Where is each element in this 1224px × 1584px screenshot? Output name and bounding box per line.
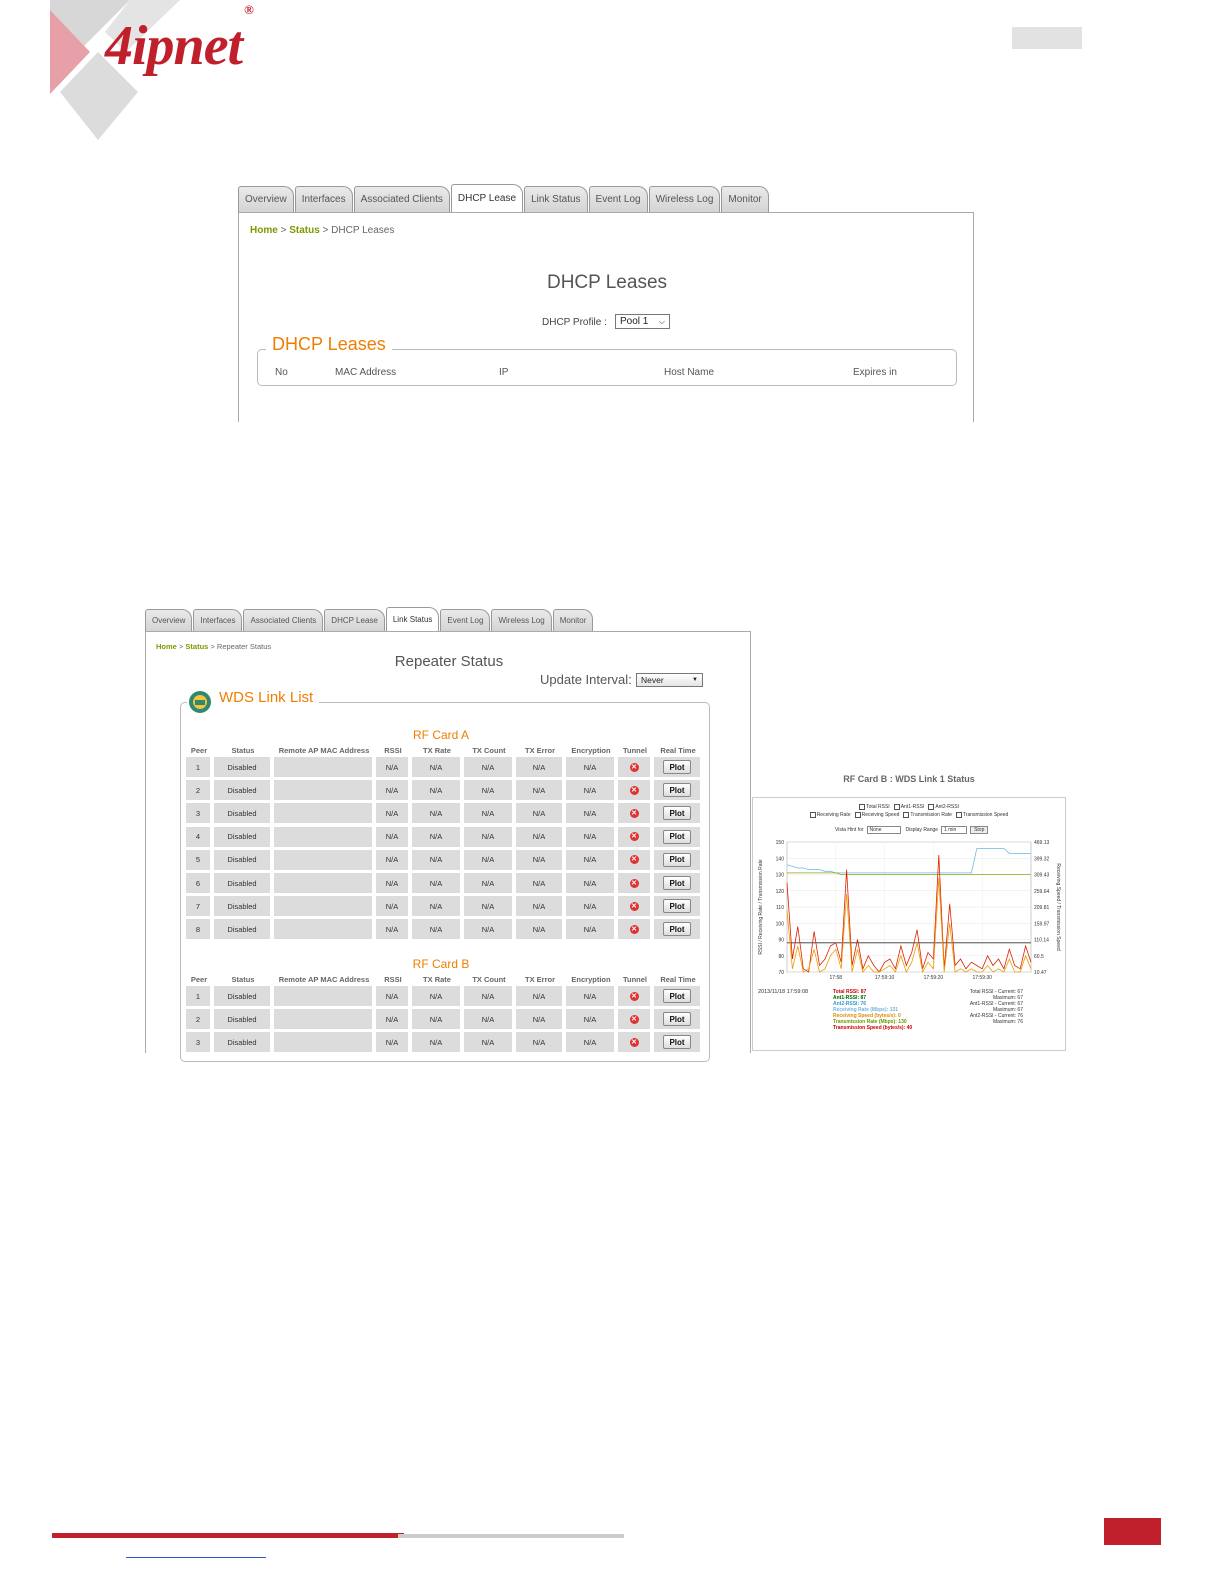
y2-tick-label: 159.97 bbox=[1034, 921, 1050, 928]
column-header-tx-rate: TX Rate bbox=[423, 746, 451, 755]
stat-summary-line: Maximum: 67 bbox=[992, 995, 1023, 1001]
table-cell-encryption: N/A bbox=[566, 827, 614, 847]
tab-link-status[interactable]: Link Status bbox=[386, 607, 440, 631]
table-cell-tx-error: N/A bbox=[516, 757, 562, 777]
series-toggle-row-1 bbox=[753, 804, 1065, 810]
y-tick-label: 80 bbox=[778, 953, 784, 960]
column-header-remote-ap-mac-address: Remote AP MAC Address bbox=[278, 975, 370, 984]
display-range-label: Display Range bbox=[905, 827, 939, 833]
table-cell-action bbox=[654, 780, 700, 800]
stat-value: 130 bbox=[898, 1019, 907, 1025]
y-tick-label: 110 bbox=[776, 905, 784, 911]
table-cell-rssi: N/A bbox=[376, 850, 408, 870]
y2-tick-label: 10.47 bbox=[1034, 970, 1047, 976]
table-cell-encryption: N/A bbox=[566, 780, 614, 800]
table-cell-peer: 1 bbox=[186, 986, 210, 1006]
table-cell-encryption: N/A bbox=[566, 986, 614, 1006]
rf-card-a-title: RF Card A bbox=[412, 728, 469, 742]
stat-value: 87 bbox=[860, 995, 867, 1001]
stat-value: 76 bbox=[860, 1001, 867, 1007]
footer-bar-grey bbox=[398, 1534, 624, 1538]
display-range-select[interactable]: 1 min bbox=[941, 826, 967, 834]
y2-tick-label: 110.14 bbox=[1034, 937, 1049, 944]
plot-button[interactable]: Plot bbox=[663, 783, 691, 797]
tunnel-disabled-icon: ✕ bbox=[631, 833, 637, 841]
column-header-remote-ap-mac-address: Remote AP MAC Address bbox=[278, 746, 370, 755]
stat-label: Receiving Rate (Mbps): bbox=[833, 1007, 889, 1013]
brand-logo: 4ipnet® bbox=[105, 2, 253, 77]
column-header-tunnel: Tunnel bbox=[622, 746, 648, 755]
breadcrumb-status-link[interactable]: Status bbox=[289, 225, 320, 236]
table-cell-tx-count: N/A bbox=[464, 803, 512, 823]
series-toggle-label: Ant2-RSSI bbox=[935, 804, 959, 811]
x-tick-label: 17:59:10 bbox=[874, 975, 895, 981]
table-cell-tunnel bbox=[618, 827, 650, 847]
series-toggle-receiving-speed[interactable] bbox=[855, 812, 900, 818]
table-cell-tunnel bbox=[618, 1032, 650, 1052]
table-cell-status: Disabled bbox=[214, 780, 270, 800]
table-cell-rssi: N/A bbox=[376, 1032, 408, 1052]
table-cell-status: Disabled bbox=[214, 986, 270, 1006]
checkbox-checked-icon[interactable] bbox=[855, 812, 861, 818]
stat-label: Transmission Rate (Mbps): bbox=[833, 1019, 897, 1025]
stats-right bbox=[953, 989, 1023, 1025]
series-toggle-transmission-rate[interactable] bbox=[903, 812, 952, 818]
link-status-chart-window bbox=[752, 797, 1066, 1051]
column-header-tx-count: TX Count bbox=[472, 975, 506, 984]
tab-link-status[interactable]: Link Status bbox=[524, 186, 587, 212]
tunnel-disabled-icon: ✕ bbox=[631, 879, 637, 887]
stat-value: 87 bbox=[860, 989, 867, 995]
table-cell-tx-rate: N/A bbox=[412, 850, 460, 870]
table-cell-tx-count: N/A bbox=[464, 827, 512, 847]
table-cell-tunnel bbox=[618, 757, 650, 777]
plot-button[interactable]: Plot bbox=[663, 922, 691, 936]
table-cell-status: Disabled bbox=[214, 850, 270, 870]
y2-tick-label: 399.32 bbox=[1034, 856, 1050, 863]
table-cell-status: Disabled bbox=[214, 803, 270, 823]
y2-tick-label: 469.13 bbox=[1034, 840, 1050, 846]
table-cell-rssi: N/A bbox=[376, 803, 408, 823]
y-tick-label: 120 bbox=[775, 888, 784, 895]
plot-button[interactable]: Plot bbox=[663, 989, 691, 1003]
stat-transmission-speed-bytes-s bbox=[833, 1025, 912, 1031]
breadcrumb: Home > Status > DHCP Leases bbox=[250, 225, 395, 236]
table-cell-peer: 3 bbox=[186, 803, 210, 823]
table-cell-tunnel bbox=[618, 919, 650, 939]
table-cell-action bbox=[654, 1009, 700, 1029]
table-cell-tunnel bbox=[618, 1009, 650, 1029]
table-cell-tunnel bbox=[618, 896, 650, 916]
repeater-panel bbox=[145, 631, 751, 1053]
tunnel-disabled-icon: ✕ bbox=[631, 902, 637, 910]
column-header-encryption: Encryption bbox=[571, 746, 611, 755]
table-cell-status: Disabled bbox=[214, 827, 270, 847]
stat-label: Receiving Speed (bytes/s): bbox=[833, 1013, 897, 1019]
update-interval-select[interactable]: Never ▼ bbox=[636, 673, 703, 687]
table-cell-tx-rate: N/A bbox=[412, 803, 460, 823]
column-header-hostname: Host Name bbox=[664, 367, 715, 378]
wds-link-icon bbox=[187, 689, 213, 715]
plot-button[interactable]: Plot bbox=[663, 899, 691, 913]
table-cell-tx-error: N/A bbox=[516, 873, 562, 893]
table-cell-tx-rate: N/A bbox=[412, 896, 460, 916]
table-cell-tx-count: N/A bbox=[464, 896, 512, 916]
breadcrumb-current: Repeater Status bbox=[216, 642, 272, 651]
x-tick-label: 17:58 bbox=[829, 975, 843, 981]
stat-summary-line: Total RSSI - Current: 67 bbox=[969, 989, 1023, 995]
table-cell-mac bbox=[274, 896, 372, 916]
column-header-status: Status bbox=[231, 975, 255, 984]
column-header-encryption: Encryption bbox=[571, 975, 611, 984]
tab-overview[interactable]: Overview bbox=[145, 609, 192, 631]
table-cell-peer: 8 bbox=[186, 919, 210, 939]
table-cell-peer: 5 bbox=[186, 850, 210, 870]
stat-summary-line: Maximum: 67 bbox=[992, 1007, 1023, 1013]
plot-button[interactable]: Plot bbox=[663, 830, 691, 844]
table-cell-encryption: N/A bbox=[566, 1009, 614, 1029]
table-cell-tx-error: N/A bbox=[516, 827, 562, 847]
table-cell-action bbox=[654, 986, 700, 1006]
stat-label: Ant2-RSSI: bbox=[833, 1001, 860, 1007]
tunnel-disabled-icon: ✕ bbox=[631, 856, 637, 864]
y-tick-label: 150 bbox=[775, 840, 784, 846]
plot-button[interactable]: Plot bbox=[663, 1012, 691, 1026]
table-cell-rssi: N/A bbox=[376, 757, 408, 777]
column-header-rssi: RSSI bbox=[384, 975, 402, 984]
table-cell-peer: 7 bbox=[186, 896, 210, 916]
y-tick-label: 130 bbox=[775, 872, 784, 879]
table-cell-mac bbox=[274, 1009, 372, 1029]
table-cell-encryption: N/A bbox=[566, 896, 614, 916]
tab-associated-clients[interactable]: Associated Clients bbox=[354, 186, 450, 212]
header-badge bbox=[1012, 27, 1082, 49]
table-cell-rssi: N/A bbox=[376, 827, 408, 847]
table-cell-peer: 3 bbox=[186, 1032, 210, 1052]
series-toggle-label: Receiving Speed bbox=[861, 812, 900, 819]
plot-button[interactable]: Plot bbox=[663, 853, 691, 867]
series-toggle-label: Ant1-RSSI bbox=[900, 804, 925, 811]
y-axis-label: RSSI / Receiving Rate / Transmission Rate bbox=[758, 859, 764, 955]
series-toggle-transmission-speed[interactable] bbox=[956, 812, 1008, 818]
tunnel-disabled-icon: ✕ bbox=[631, 786, 637, 794]
stat-summary-line: Ant1-RSSI - Current: 67 bbox=[969, 1001, 1023, 1007]
chevron-down-icon: ⌵ bbox=[658, 316, 665, 326]
fieldset-title: WDS Link List bbox=[213, 689, 319, 706]
table-cell-tx-count: N/A bbox=[464, 873, 512, 893]
breadcrumb-status-link[interactable]: Status bbox=[185, 642, 209, 651]
table-cell-tx-count: N/A bbox=[464, 1009, 512, 1029]
table-cell-encryption: N/A bbox=[566, 919, 614, 939]
table-cell-tx-error: N/A bbox=[516, 780, 562, 800]
table-cell-mac bbox=[274, 827, 372, 847]
popup-title: RF Card B : WDS Link 1 Status bbox=[843, 774, 975, 784]
column-header-peer: Peer bbox=[190, 975, 208, 984]
stat-value: 0 bbox=[898, 1013, 901, 1019]
series-toggle-label: Transmission Speed bbox=[962, 812, 1009, 819]
table-cell-tx-count: N/A bbox=[464, 986, 512, 1006]
chart-timestamp: 2013/11/18 17:59:08 bbox=[758, 989, 809, 995]
table-cell-tx-count: N/A bbox=[464, 757, 512, 777]
table-cell-tx-rate: N/A bbox=[412, 986, 460, 1006]
stat-summary-line: Maximum: 76 bbox=[992, 1019, 1023, 1025]
chart-plot bbox=[753, 834, 1065, 984]
table-cell-rssi: N/A bbox=[376, 919, 408, 939]
column-header-status: Status bbox=[231, 746, 255, 755]
table-cell-tx-count: N/A bbox=[464, 1032, 512, 1052]
dropdown-arrow-icon: ▼ bbox=[692, 677, 698, 683]
column-header-tx-error: TX Error bbox=[524, 975, 555, 984]
table-cell-status: Disabled bbox=[214, 896, 270, 916]
table-cell-encryption: N/A bbox=[566, 873, 614, 893]
column-header-real-time: Real Time bbox=[660, 746, 696, 755]
checkbox-checked-icon[interactable] bbox=[956, 812, 962, 818]
checkbox-checked-icon[interactable] bbox=[859, 804, 865, 810]
table-cell-tx-rate: N/A bbox=[412, 1009, 460, 1029]
table-cell-encryption: N/A bbox=[566, 1032, 614, 1052]
table-cell-tx-error: N/A bbox=[516, 850, 562, 870]
checkbox-checked-icon[interactable] bbox=[894, 804, 900, 810]
tab-monitor[interactable]: Monitor bbox=[721, 186, 768, 212]
table-cell-tx-rate: N/A bbox=[412, 919, 460, 939]
column-header-rssi: RSSI bbox=[384, 746, 402, 755]
series-toggle-label: Total RSSI bbox=[866, 804, 890, 811]
stat-label: Transmission Speed (bytes/s): bbox=[833, 1025, 906, 1031]
tab-dhcp-lease[interactable]: DHCP Lease bbox=[324, 609, 385, 631]
tunnel-disabled-icon: ✕ bbox=[631, 763, 637, 771]
tunnel-disabled-icon: ✕ bbox=[631, 925, 637, 933]
column-header-tx-count: TX Count bbox=[472, 746, 506, 755]
dhcp-leases-fieldset bbox=[257, 334, 957, 386]
plot-button[interactable]: Plot bbox=[663, 760, 691, 774]
table-cell-action bbox=[654, 827, 700, 847]
tab-bar-link-status bbox=[145, 609, 594, 631]
tab-wireless-log[interactable]: Wireless Log bbox=[491, 609, 551, 631]
series-toggle-label: Transmission Rate bbox=[910, 812, 952, 819]
table-cell-rssi: N/A bbox=[376, 896, 408, 916]
y2-tick-label: 309.43 bbox=[1034, 872, 1050, 879]
table-cell-peer: 2 bbox=[186, 1009, 210, 1029]
breadcrumb: Home > Status > Repeater Status bbox=[156, 642, 272, 651]
table-cell-status: Disabled bbox=[214, 1032, 270, 1052]
page-title: Repeater Status bbox=[394, 653, 504, 670]
table-cell-tx-count: N/A bbox=[464, 919, 512, 939]
table-cell-tunnel bbox=[618, 780, 650, 800]
table-cell-action bbox=[654, 757, 700, 777]
table-cell-mac bbox=[274, 780, 372, 800]
table-cell-action bbox=[654, 1032, 700, 1052]
series-toggle-receiving-rate[interactable] bbox=[810, 812, 851, 818]
table-cell-status: Disabled bbox=[214, 757, 270, 777]
table-cell-tunnel bbox=[618, 850, 650, 870]
tab-wireless-log[interactable]: Wireless Log bbox=[649, 186, 721, 212]
y2-tick-label: 60.5 bbox=[1034, 953, 1044, 960]
plot-button[interactable]: Plot bbox=[663, 1035, 691, 1049]
table-cell-tx-count: N/A bbox=[464, 850, 512, 870]
breadcrumb-home-link[interactable]: Home bbox=[250, 225, 278, 236]
chart-controls bbox=[835, 826, 988, 834]
table-cell-tx-error: N/A bbox=[516, 803, 562, 823]
stat-label: Total RSSI: bbox=[833, 989, 860, 995]
table-cell-tx-rate: N/A bbox=[412, 827, 460, 847]
x-tick-label: 17:59:30 bbox=[972, 975, 992, 981]
table-cell-peer: 2 bbox=[186, 780, 210, 800]
y2-axis-label: Receiving Speed / Transmission Speed bbox=[1055, 863, 1061, 951]
vista-hint-label: Vista Hint for bbox=[835, 827, 864, 833]
dhcp-profile-select[interactable]: Pool 1 ⌵ bbox=[615, 314, 670, 329]
tunnel-disabled-icon: ✕ bbox=[631, 1038, 637, 1046]
series-toggle-label: Receiving Rate bbox=[816, 812, 851, 819]
table-cell-action bbox=[654, 873, 700, 893]
y2-tick-label: 259.64 bbox=[1034, 888, 1050, 895]
table-cell-rssi: N/A bbox=[376, 780, 408, 800]
table-cell-tx-rate: N/A bbox=[412, 1032, 460, 1052]
series-toggle-ant1-rssi[interactable] bbox=[894, 804, 925, 810]
column-header-no: No bbox=[275, 367, 288, 378]
table-cell-action bbox=[654, 896, 700, 916]
table-cell-mac bbox=[274, 986, 372, 1006]
tab-bar-dhcp bbox=[238, 186, 770, 212]
checkbox-checked-icon[interactable] bbox=[903, 812, 909, 818]
plot-button[interactable]: Plot bbox=[663, 876, 691, 890]
tab-associated-clients[interactable]: Associated Clients bbox=[243, 609, 323, 631]
tab-monitor[interactable]: Monitor bbox=[553, 609, 594, 631]
table-cell-peer: 6 bbox=[186, 873, 210, 893]
table-cell-mac bbox=[274, 757, 372, 777]
page-title: DHCP Leases bbox=[546, 272, 668, 293]
tab-interfaces[interactable]: Interfaces bbox=[295, 186, 353, 212]
column-header-expires: Expires in bbox=[853, 367, 897, 378]
table-cell-tx-rate: N/A bbox=[412, 780, 460, 800]
table-cell-tx-count: N/A bbox=[464, 780, 512, 800]
footer-bar-red bbox=[52, 1533, 404, 1538]
column-header-mac: MAC Address bbox=[335, 367, 397, 378]
table-cell-peer: 4 bbox=[186, 827, 210, 847]
table-cell-tx-error: N/A bbox=[516, 1009, 562, 1029]
table-cell-tx-error: N/A bbox=[516, 1032, 562, 1052]
table-cell-mac bbox=[274, 1032, 372, 1052]
stats-left bbox=[833, 989, 912, 1031]
tab-interfaces[interactable]: Interfaces bbox=[193, 609, 242, 631]
table-cell-action bbox=[654, 919, 700, 939]
table-cell-tx-rate: N/A bbox=[412, 757, 460, 777]
table-cell-mac bbox=[274, 803, 372, 823]
footer-link-underline[interactable] bbox=[126, 1557, 266, 1558]
breadcrumb-current: DHCP Leases bbox=[331, 225, 395, 236]
dhcp-panel bbox=[238, 212, 974, 422]
table-cell-encryption: N/A bbox=[566, 803, 614, 823]
stop-button[interactable]: Stop bbox=[970, 826, 988, 834]
table-cell-peer: 1 bbox=[186, 757, 210, 777]
fieldset-title: DHCP Leases bbox=[266, 334, 392, 355]
table-cell-status: Disabled bbox=[214, 919, 270, 939]
series-toggle-row-2 bbox=[753, 812, 1065, 818]
table-cell-tx-error: N/A bbox=[516, 986, 562, 1006]
series-toggle-ant2-rssi[interactable] bbox=[928, 804, 959, 810]
table-cell-encryption: N/A bbox=[566, 850, 614, 870]
tab-event-log[interactable]: Event Log bbox=[440, 609, 490, 631]
x-tick-label: 17:59:20 bbox=[923, 975, 944, 981]
table-cell-mac bbox=[274, 919, 372, 939]
update-interval-label: Update Interval: bbox=[540, 672, 632, 687]
stat-summary-line: Ant2-RSSI - Current: 76 bbox=[969, 1013, 1023, 1019]
table-cell-mac bbox=[274, 873, 372, 893]
tab-overview[interactable]: Overview bbox=[238, 186, 294, 212]
table-cell-tx-error: N/A bbox=[516, 896, 562, 916]
breadcrumb-home-link[interactable]: Home bbox=[156, 642, 177, 651]
table-cell-mac bbox=[274, 850, 372, 870]
column-header-real-time: Real Time bbox=[660, 975, 696, 984]
page-number-box bbox=[1104, 1518, 1161, 1545]
table-cell-tunnel bbox=[618, 873, 650, 893]
table-cell-rssi: N/A bbox=[376, 986, 408, 1006]
column-header-tx-rate: TX Rate bbox=[423, 975, 451, 984]
tunnel-disabled-icon: ✕ bbox=[631, 992, 637, 1000]
y-tick-label: 140 bbox=[775, 856, 784, 863]
column-header-peer: Peer bbox=[190, 746, 208, 755]
stat-value: 40 bbox=[906, 1025, 913, 1031]
table-cell-rssi: N/A bbox=[376, 1009, 408, 1029]
tab-dhcp-lease[interactable]: DHCP Lease bbox=[451, 184, 523, 212]
tab-event-log[interactable]: Event Log bbox=[589, 186, 648, 212]
table-cell-tx-rate: N/A bbox=[412, 873, 460, 893]
vista-hint-select[interactable]: None bbox=[867, 826, 901, 834]
column-header-tx-error: TX Error bbox=[524, 746, 555, 755]
rf-card-b-title: RF Card B bbox=[412, 957, 470, 971]
table-cell-tx-error: N/A bbox=[516, 919, 562, 939]
table-cell-status: Disabled bbox=[214, 1009, 270, 1029]
series-toggle-total-rssi[interactable] bbox=[859, 804, 890, 810]
table-cell-tunnel bbox=[618, 803, 650, 823]
table-cell-action bbox=[654, 803, 700, 823]
stat-value: 131 bbox=[889, 1007, 899, 1013]
plot-button[interactable]: Plot bbox=[663, 806, 691, 820]
table-cell-rssi: N/A bbox=[376, 873, 408, 893]
checkbox-checked-icon[interactable] bbox=[928, 804, 934, 810]
column-header-tunnel: Tunnel bbox=[622, 975, 648, 984]
y-tick-label: 90 bbox=[778, 937, 784, 944]
checkbox-checked-icon[interactable] bbox=[810, 812, 816, 818]
tunnel-disabled-icon: ✕ bbox=[631, 1015, 637, 1023]
column-header-ip: IP bbox=[499, 367, 509, 378]
y2-tick-label: 209.81 bbox=[1034, 905, 1050, 911]
table-cell-status: Disabled bbox=[214, 873, 270, 893]
dhcp-profile-label: DHCP Profile : bbox=[542, 317, 607, 328]
stat-label: Ant1-RSSI: bbox=[833, 995, 860, 1001]
table-cell-encryption: N/A bbox=[566, 757, 614, 777]
table-cell-tunnel bbox=[618, 986, 650, 1006]
y-tick-label: 100 bbox=[775, 921, 784, 928]
table-cell-action bbox=[654, 850, 700, 870]
tunnel-disabled-icon: ✕ bbox=[631, 809, 637, 817]
y-tick-label: 70 bbox=[778, 970, 784, 976]
